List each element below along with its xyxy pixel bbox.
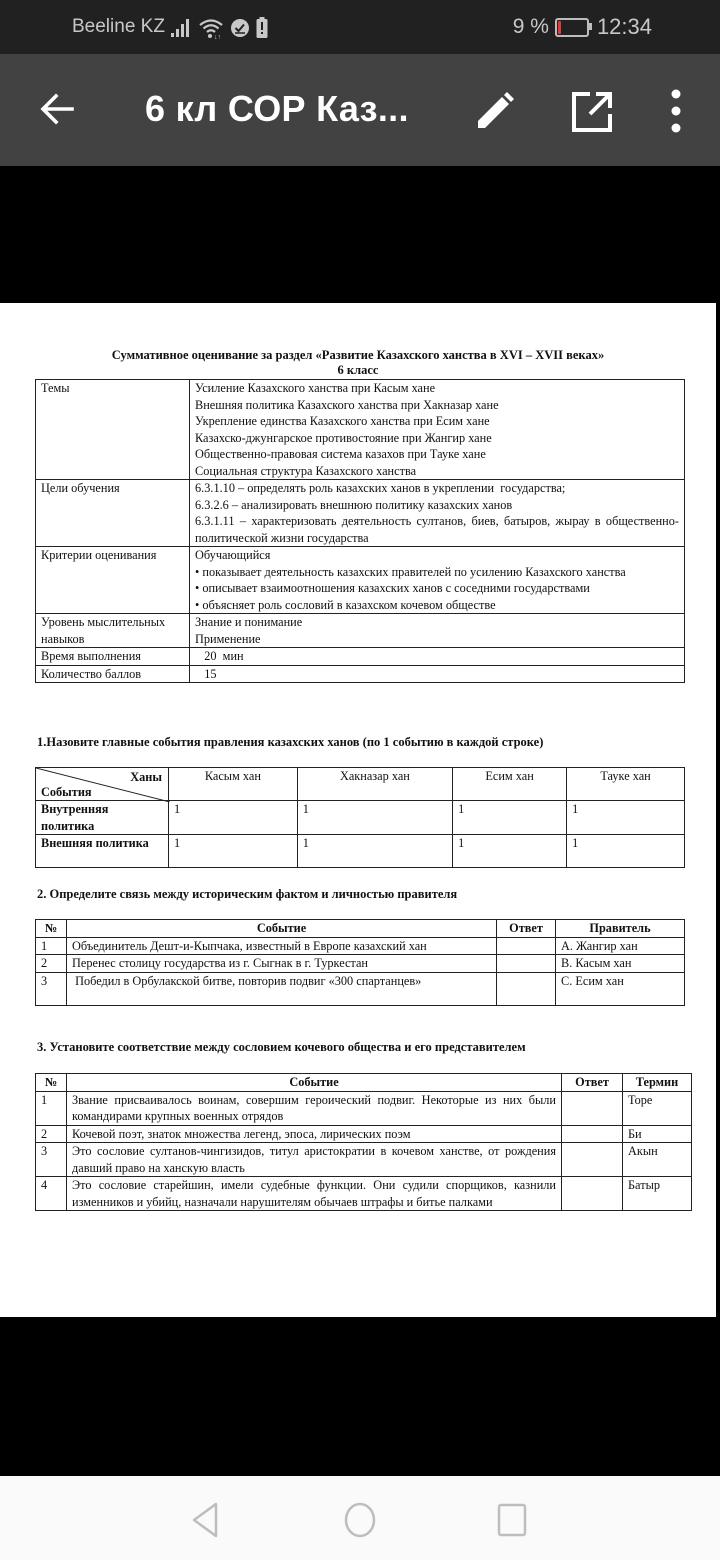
table-row bbox=[36, 1177, 692, 1211]
column-header: Касым хан bbox=[169, 768, 298, 801]
row-number: 1 bbox=[36, 937, 67, 955]
answer-cell[interactable] bbox=[497, 955, 556, 973]
answer-cell[interactable] bbox=[562, 1177, 623, 1211]
doc-heading bbox=[0, 348, 716, 378]
app-toolbar bbox=[0, 54, 720, 166]
answer-cell[interactable] bbox=[562, 1125, 623, 1143]
meta-row bbox=[36, 665, 685, 683]
question-2-table bbox=[35, 919, 685, 1006]
term-option: Торе bbox=[623, 1091, 692, 1125]
question-1-title: 1.Назовите главные события правления казахских ханов (по 1 событию в каждой строке) bbox=[37, 735, 544, 749]
ruler-option: В. Касым хан bbox=[556, 955, 685, 973]
edit-pencil-icon[interactable] bbox=[474, 90, 516, 132]
document-page bbox=[0, 303, 716, 1317]
meta-key: Цели обучения bbox=[36, 480, 190, 547]
event-text: Кочевой поэт, знаток множества легенд, эпоса, лирических поэм bbox=[67, 1125, 562, 1143]
event-text: Перенес столицу государства из г. Сыгнак в г. Туркестан bbox=[67, 955, 497, 973]
meta-value-line: Применение bbox=[195, 631, 261, 646]
meta-row bbox=[36, 547, 685, 614]
answer-cell: 1 bbox=[567, 835, 685, 868]
meta-row bbox=[36, 614, 685, 648]
meta-value-line: Усиление Казахского ханства при Касым хане bbox=[195, 381, 436, 395]
meta-key: Критерии оценивания bbox=[36, 547, 190, 614]
meta-key: Количество баллов bbox=[36, 665, 190, 683]
more-vert-icon[interactable] bbox=[662, 88, 690, 134]
clock: 12:34 bbox=[596, 14, 652, 39]
question-3-title: 3. Установите соответствие между сословием кочевого общества и его представителем bbox=[37, 1040, 526, 1054]
document-title: 6 кл СОР Каз... bbox=[145, 88, 409, 129]
column-header: Хакназар хан bbox=[297, 768, 452, 801]
meta-row bbox=[36, 380, 685, 480]
meta-value-line: Общественно-правовая система казахов при Тауке хане bbox=[195, 447, 486, 461]
meta-table bbox=[35, 379, 685, 683]
meta-key: Темы bbox=[36, 380, 190, 480]
answer-cell[interactable] bbox=[497, 937, 556, 955]
meta-value bbox=[190, 547, 685, 614]
column-header: Термин bbox=[623, 1074, 692, 1092]
answer-cell[interactable] bbox=[562, 1143, 623, 1177]
corner-bottom-label: События bbox=[41, 784, 92, 799]
event-text: Это сословие старейшин, имели судебные функции. Они судили спорщиков, казнили изменников и убийц, назначали нарушителям обычаев штрафы и битье палками bbox=[67, 1177, 562, 1211]
status-bar bbox=[0, 0, 720, 54]
column-header: № bbox=[36, 1074, 67, 1092]
meta-value-line: 6.3.2.6 – анализировать внешнюю политику казахских ханов bbox=[195, 497, 513, 512]
column-header: Ответ bbox=[562, 1074, 623, 1092]
table-row bbox=[36, 1091, 692, 1125]
meta-value-line: 6.3.1.11 – характеризовать деятельность султанов, биев, батыров, жырау в общественно-политической жизни государства bbox=[195, 514, 679, 545]
status-right bbox=[513, 14, 652, 40]
answer-cell: 1 bbox=[169, 835, 298, 868]
meta-value bbox=[190, 648, 685, 666]
meta-row bbox=[36, 648, 685, 666]
table-row bbox=[36, 937, 685, 955]
row-number: 4 bbox=[36, 1177, 67, 1211]
meta-value-line: • описывает взаимоотношения казахских ханов с соседними государствами bbox=[195, 581, 590, 595]
battery-alert-icon bbox=[256, 17, 268, 39]
event-text: Объединитель Дешт-и-Кыпчака, известный в Европе казахский хан bbox=[67, 937, 497, 955]
battery-percent: 9 % bbox=[512, 15, 549, 38]
meta-value bbox=[190, 665, 685, 683]
table-row bbox=[36, 835, 685, 868]
meta-value-line: 20 мин bbox=[195, 649, 244, 663]
answer-cell: 1 bbox=[453, 801, 567, 835]
nav-home-icon[interactable] bbox=[340, 1500, 380, 1540]
sync-check-icon bbox=[230, 18, 250, 38]
open-external-icon[interactable] bbox=[570, 90, 614, 134]
meta-value bbox=[190, 480, 685, 547]
nav-recents-icon[interactable] bbox=[492, 1500, 532, 1540]
row-label: Внутренняя политика bbox=[36, 801, 169, 835]
meta-value bbox=[190, 614, 685, 648]
status-icons bbox=[170, 15, 268, 41]
row-number: 3 bbox=[36, 972, 67, 1005]
meta-value-line: 15 bbox=[195, 666, 217, 681]
meta-key: Время выполнения bbox=[36, 648, 190, 666]
row-number: 2 bbox=[36, 1125, 67, 1143]
meta-row bbox=[36, 480, 685, 547]
nav-back-icon[interactable] bbox=[186, 1500, 226, 1540]
answer-cell: 1 bbox=[297, 801, 452, 835]
table-row bbox=[36, 972, 685, 1005]
answer-cell: 1 bbox=[453, 835, 567, 868]
table-row bbox=[36, 1125, 692, 1143]
event-text: Это сословие султанов-чингизидов, титул аристократии в кочевом ханстве, от рождения давший право на ханскую власть bbox=[67, 1143, 562, 1177]
column-header: № bbox=[36, 920, 67, 938]
question-1-table bbox=[35, 767, 685, 868]
table-row bbox=[36, 1143, 692, 1177]
svg-text:↓↑: ↓↑ bbox=[214, 34, 221, 39]
corner-cell bbox=[36, 768, 169, 801]
column-header: Ответ bbox=[497, 920, 556, 938]
answer-cell: 1 bbox=[567, 801, 685, 835]
corner-top-label: Ханы bbox=[130, 770, 162, 784]
table-header-row bbox=[36, 920, 685, 938]
battery-icon bbox=[555, 18, 589, 37]
event-text: Звание присваивалось воинам, совершим героический подвиг. Некоторые из них были командирами крупных военных отрядов bbox=[67, 1091, 562, 1125]
row-number: 1 bbox=[36, 1091, 67, 1125]
arrow-back-icon[interactable] bbox=[36, 88, 78, 130]
signal-icon bbox=[170, 18, 192, 38]
meta-value-line: Обучающийся bbox=[195, 548, 271, 562]
row-label: Внешняя политика bbox=[36, 835, 169, 868]
answer-cell: 1 bbox=[297, 835, 452, 868]
question-2-title: 2. Определите связь между историческим фактом и личностью правителя bbox=[37, 887, 458, 901]
meta-value-line: Внешняя политика Казахского ханства при Хакназар хане bbox=[195, 397, 499, 412]
column-header: Правитель bbox=[556, 920, 685, 938]
event-text: Победил в Орбулакской битве, повторив подвиг «300 спартанцев» bbox=[67, 972, 497, 1005]
meta-value bbox=[190, 380, 685, 480]
term-option: Би bbox=[623, 1125, 692, 1143]
column-header: Событие bbox=[67, 920, 497, 938]
wifi-icon bbox=[198, 17, 224, 39]
meta-value-line: Укрепление единства Казахского ханства при Есим хане bbox=[195, 414, 490, 428]
meta-value-line: 6.3.1.10 – определять роль казахских ханов в укреплении государства; bbox=[195, 481, 566, 495]
row-number: 2 bbox=[36, 955, 67, 973]
ruler-option: С. Есим хан bbox=[556, 972, 685, 1005]
question-3-table bbox=[35, 1073, 692, 1211]
column-header: Тауке хан bbox=[567, 768, 685, 801]
meta-key: Уровень мыслительных навыков bbox=[36, 614, 190, 648]
column-header: Событие bbox=[67, 1074, 562, 1092]
table-row bbox=[36, 955, 685, 973]
system-nav-bar bbox=[0, 1476, 720, 1560]
column-header: Есим хан bbox=[453, 768, 567, 801]
table-row bbox=[36, 801, 685, 835]
answer-cell[interactable] bbox=[497, 972, 556, 1005]
doc-title-line1: Суммативное оценивание за раздел «Развитие Казахского ханства в XVI – XVII веках» bbox=[111, 348, 605, 362]
meta-value-line: Казахско-джунгарское противостояние при Жангир хане bbox=[195, 430, 492, 445]
battery-level bbox=[558, 21, 561, 34]
answer-cell: 1 bbox=[169, 801, 298, 835]
row-number: 3 bbox=[36, 1143, 67, 1177]
table-header-row bbox=[36, 768, 685, 801]
meta-value-line: Социальная структура Казахского ханства bbox=[195, 463, 417, 478]
carrier-name: Beeline KZ bbox=[72, 16, 165, 37]
answer-cell[interactable] bbox=[562, 1091, 623, 1125]
ruler-option: А. Жангир хан bbox=[556, 937, 685, 955]
meta-value-line: • объясняет роль сословий в казахском кочевом обществе bbox=[195, 597, 496, 612]
term-option: Акын bbox=[623, 1143, 692, 1177]
meta-value-line: • показывает деятельность казахских правителей по усилению Казахского ханства bbox=[195, 564, 626, 579]
doc-title-line2: 6 класс bbox=[337, 363, 379, 377]
meta-value-line: Знание и понимание bbox=[195, 615, 303, 629]
table-header-row bbox=[36, 1074, 692, 1092]
term-option: Батыр bbox=[623, 1177, 692, 1211]
